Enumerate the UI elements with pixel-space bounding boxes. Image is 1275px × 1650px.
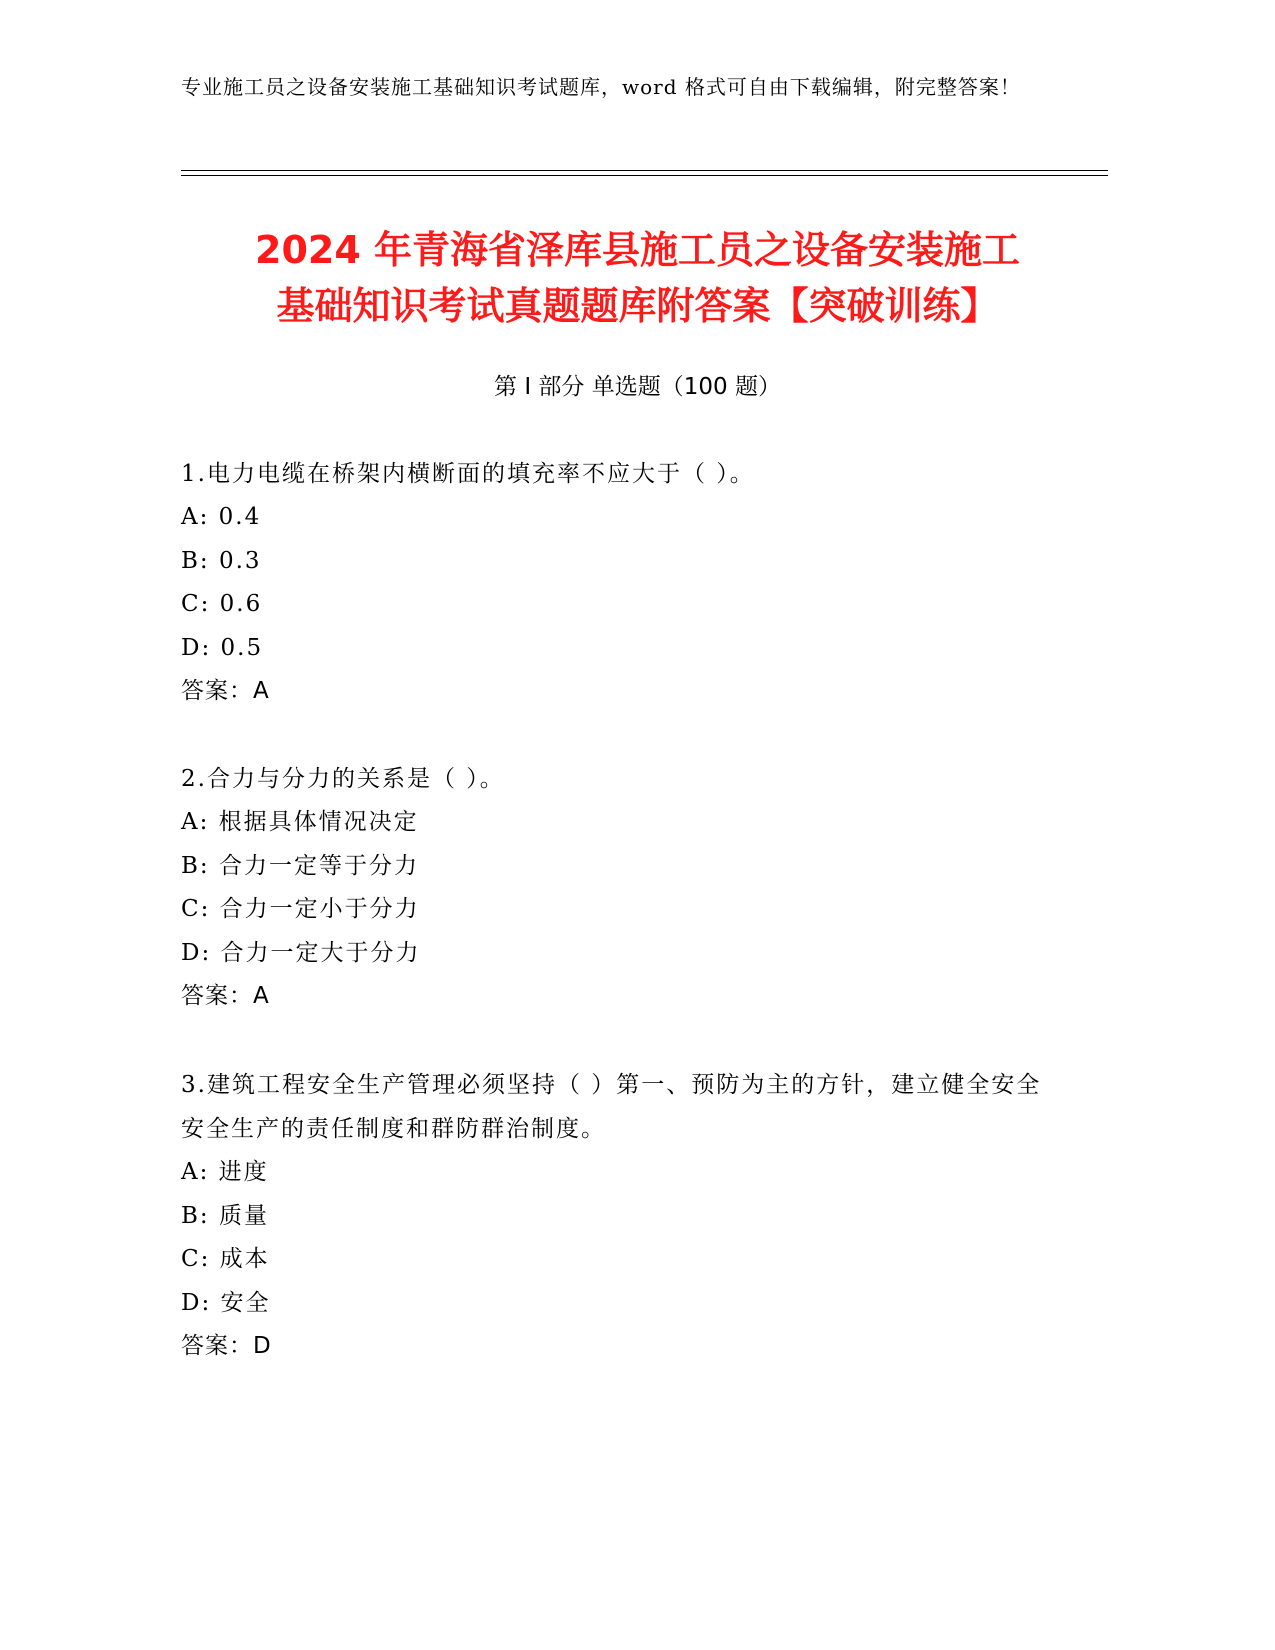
document-title-line-1: 2024 年青海省泽库县施工员之设备安装施工 — [255, 228, 1020, 272]
option-a: A: 进度 — [181, 1159, 269, 1185]
header-divider-bottom — [181, 175, 1108, 176]
option-b: B: 质量 — [181, 1202, 269, 1229]
question-stem: 1.电力电缆在桥架内横断面的填充率不应大于（ ）。 — [181, 461, 755, 487]
question-1 — [181, 452, 1061, 714]
answer: 答案：A — [181, 983, 270, 1009]
option-d: D: 0.5 — [181, 634, 264, 661]
question-stem: 3.建筑工程安全生产管理必须坚持（ ）第一、预防为主的方针，建立健全安全安全生产的责任制度和群防群治制度。 — [181, 1072, 1042, 1142]
option-d: D: 安全 — [181, 1289, 271, 1316]
option-a: A: 0.4 — [181, 504, 262, 530]
question-2 — [181, 757, 1061, 1019]
question-stem: 2.合力与分力的关系是（ ）。 — [181, 766, 505, 792]
document-title-line-2: 基础知识考试真题题库附答案【突破训练】 — [276, 284, 999, 328]
question-3 — [181, 1063, 1061, 1369]
option-a: A: 根据具体情况决定 — [181, 809, 419, 835]
option-b: B: 0.3 — [181, 547, 262, 574]
header-divider-top — [181, 170, 1108, 171]
option-c: C: 0.6 — [181, 591, 263, 617]
option-c: C: 成本 — [181, 1246, 270, 1272]
option-b: B: 合力一定等于分力 — [181, 852, 419, 879]
section-title: 第 I 部分 单选题（100 题） — [494, 374, 781, 400]
answer: 答案：A — [181, 678, 270, 704]
header-note: 专业施工员之设备安装施工基础知识考试题库，word 格式可自由下载编辑，附完整答案！ — [181, 75, 1021, 99]
option-c: C: 合力一定小于分力 — [181, 896, 420, 922]
document-title — [0, 222, 1275, 334]
option-d: D: 合力一定大于分力 — [181, 939, 421, 966]
answer: 答案：D — [181, 1333, 272, 1359]
